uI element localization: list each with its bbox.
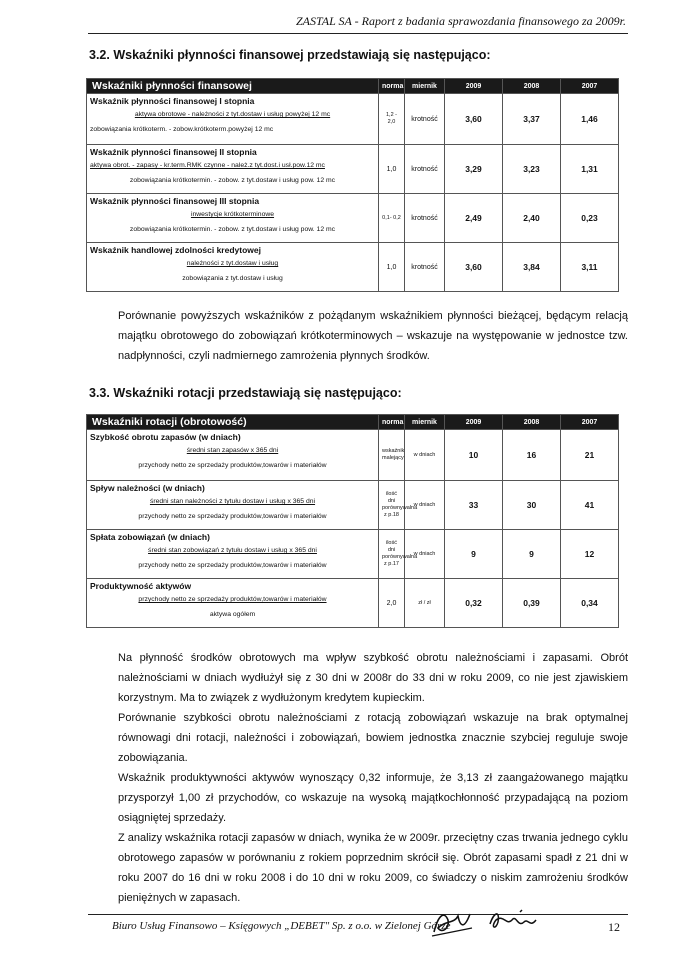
col-header-2008: 2008 xyxy=(503,79,561,94)
table-row xyxy=(87,579,619,628)
value-2008: 16 xyxy=(503,430,561,481)
indicator-title: Szybkość obrotu zapasów (w dniach) xyxy=(90,432,241,442)
indicator-title: Wskaźnik płynności finansowej I stopnia xyxy=(90,96,255,106)
rotation-table xyxy=(86,414,619,628)
paragraph: Porównanie powyższych wskaźników z pożądanym wskaźnikiem płynności bieżącej, będącym relacją majątku obrotowego do zobowiązań krótkoterminowych – wskazuje na występowanie w jednostce tzw. nadpłynności, czyli nadmiernego zamrożenia płynnych środków. xyxy=(118,310,628,362)
indicator-cell xyxy=(87,243,379,292)
indicator-numerator: średni stan należności z tytułu dostaw i usług x 365 dni xyxy=(149,498,316,505)
indicator-numerator: średni stan zobowiązań z tytułu dostaw i usług x 365 dni xyxy=(148,547,317,554)
indicator-cell xyxy=(87,94,379,145)
indicator-title: Wskaźnik płynności finansowej II stopnia xyxy=(90,147,257,157)
indicator-cell xyxy=(87,145,379,194)
indicator-numerator: przychody netto ze sprzedaży produktów,towarów i materiałów xyxy=(138,596,327,603)
value-2007: 41 xyxy=(561,481,619,530)
value-2007: 3,11 xyxy=(561,243,619,292)
indicator-cell xyxy=(87,481,379,530)
indicator-denominator: przychody netto ze sprzedaży produktów,towarów i materiałów xyxy=(138,513,327,520)
indicator-title: Spłata zobowiązań (w dniach) xyxy=(90,532,210,542)
page-number: 12 xyxy=(608,920,620,934)
col-header-2009: 2009 xyxy=(445,79,503,94)
value-2008: 30 xyxy=(503,481,561,530)
signature-1 xyxy=(428,906,478,940)
col-header-2008: 2008 xyxy=(503,415,561,430)
indicator-title: Spływ należności (w dniach) xyxy=(90,483,205,493)
liquidity-conclusion xyxy=(118,306,628,366)
indicator-title: Wskaźnik handlowej zdolności kredytowej xyxy=(90,245,261,255)
value-2007: 21 xyxy=(561,430,619,481)
section-title-liquidity: 3.2. Wskaźniki płynności finansowej przedstawiają się następująco: xyxy=(89,48,491,62)
indicator-denominator: zobowiązania krótkotermin. - zobow. z tyt.dostaw i usług pow. 12 mc xyxy=(129,226,336,233)
page-header xyxy=(0,14,684,36)
indicator-denominator: przychody netto ze sprzedaży produktów,towarów i materiałów xyxy=(138,462,327,469)
rotation-analysis xyxy=(118,648,628,908)
value-2008: 0,39 xyxy=(503,579,561,628)
liquidity-table xyxy=(86,78,619,292)
miernik-value: krotność xyxy=(405,194,445,243)
value-2009: 2,49 xyxy=(445,194,503,243)
indicator-denominator: zobowiązania krótkotermin. - zobow. z tyt.dostaw i usług pow. 12 mc xyxy=(129,177,336,184)
value-2008: 3,37 xyxy=(503,94,561,145)
norma-value: ilość dni porównywalna z p.17 xyxy=(379,530,405,579)
indicator-numerator: inwestycje krótkoterminowe xyxy=(190,211,275,218)
value-2009: 33 xyxy=(445,481,503,530)
miernik-value: w dniach xyxy=(405,530,445,579)
norma-value: 1,0 xyxy=(379,145,405,194)
miernik-value: zł / zł xyxy=(405,579,445,628)
value-2007: 1,46 xyxy=(561,94,619,145)
col-header-norma: norma xyxy=(379,415,405,430)
col-header-miernik: miernik xyxy=(405,415,445,430)
table-header-row xyxy=(87,415,619,430)
indicator-cell xyxy=(87,530,379,579)
table-row xyxy=(87,94,619,145)
value-2009: 3,29 xyxy=(445,145,503,194)
value-2009: 3,60 xyxy=(445,94,503,145)
col-header-norma: norma xyxy=(379,79,405,94)
norma-value: wskaźnik malejący xyxy=(379,430,405,481)
value-2009: 9 xyxy=(445,530,503,579)
value-2009: 10 xyxy=(445,430,503,481)
footer-rule xyxy=(88,914,628,915)
paragraph: Z analizy wskaźnika rotacji zapasów w dniach, wynika że w 2009r. przeciętny czas trwania jednego cyklu obrotowego zapasów w porównaniu z rokiem poprzednim skrócił się. Obrót zapasami spadł z 21 dni w roku 2007 do 16 dni w roku 2008 i do 10 dni w roku 2009, co świadczy o niskim zamrożeniu środków pieniężnych w zapasach. xyxy=(118,832,628,904)
table-header-row xyxy=(87,79,619,94)
header-text: ZASTAL SA - Raport z badania sprawozdania finansowego za 2009r. xyxy=(295,14,626,28)
section-title-rotation: 3.3. Wskaźniki rotacji przedstawiają się następująco: xyxy=(89,386,402,400)
col-header-2009: 2009 xyxy=(445,415,503,430)
norma-value: 0,1- 0,2 xyxy=(379,194,405,243)
indicator-cell xyxy=(87,579,379,628)
indicator-denominator: przychody netto ze sprzedaży produktów,towarów i materiałów xyxy=(138,562,327,569)
value-2008: 3,23 xyxy=(503,145,561,194)
value-2007: 0,23 xyxy=(561,194,619,243)
paragraph: Na płynność środków obrotowych ma wpływ szybkość obrotu należnościami i zapasami. Obrót należnościami w dniach wydłużył się z 30 dni w 2008r do 33 dni w roku 2009, co nie jest zjawiskiem korzystnym. Ma to związek z wydłużonym kredytem kupieckim. xyxy=(118,652,628,704)
value-2008: 2,40 xyxy=(503,194,561,243)
table-row xyxy=(87,243,619,292)
col-header-2007: 2007 xyxy=(561,415,619,430)
indicator-numerator: średni stan zapasów x 365 dni xyxy=(186,447,279,454)
norma-value: 1,2 - 2,0 xyxy=(379,94,405,145)
indicator-cell xyxy=(87,430,379,481)
indicator-title: Produktywność aktywów xyxy=(90,581,192,591)
norma-value: 2,0 xyxy=(379,579,405,628)
paragraph: Porównanie szybkości obrotu należnościami z rotacją zobowiązań wskazuje na brak optymalnej równowagi dni rotacji, należności i zobowiązań, bowiem jednostka znacznie szybciej reguluje swoje zobowiązania. xyxy=(118,712,628,764)
table-row xyxy=(87,194,619,243)
indicator-title: Wskaźnik płynności finansowej III stopnia xyxy=(90,196,260,206)
footer-text: Biuro Usług Finansowo – Księgowych „DEBET" Sp. z o.o. w Zielonej Górze xyxy=(112,920,451,932)
signature-2 xyxy=(486,906,546,936)
miernik-value: krotność xyxy=(405,243,445,292)
value-2009: 0,32 xyxy=(445,579,503,628)
miernik-value: w dniach xyxy=(405,481,445,530)
indicator-numerator: aktywa obrotowe - należności z tyt.dostaw i usług powyżej 12 mc xyxy=(134,111,331,118)
table-row xyxy=(87,145,619,194)
col-header-miernik: miernik xyxy=(405,79,445,94)
indicator-numerator: aktywa obrot. - zapasy - kr.term.RMK czynne - należ.z tyt.dost.i usł.pow.12 mc xyxy=(90,162,325,169)
value-2007: 12 xyxy=(561,530,619,579)
value-2008: 9 xyxy=(503,530,561,579)
col-header-2007: 2007 xyxy=(561,79,619,94)
page-footer xyxy=(0,910,684,950)
norma-value: ilość dni porównywalna z p.18 xyxy=(379,481,405,530)
indicator-denominator: aktywa ogółem xyxy=(209,611,256,618)
table-row xyxy=(87,530,619,579)
indicator-cell xyxy=(87,194,379,243)
value-2009: 3,60 xyxy=(445,243,503,292)
indicator-denominator: zobowiązania krótkoterm. - zobow.krótkoterm.powyżej 12 mc xyxy=(90,126,274,133)
norma-value: 1,0 xyxy=(379,243,405,292)
table-row xyxy=(87,430,619,481)
miernik-value: w dniach xyxy=(405,430,445,481)
table-caption: Wskaźniki rotacji (obrotowość) xyxy=(87,415,379,430)
indicator-denominator: zobowiązania z tyt.dostaw i usług xyxy=(182,275,283,282)
miernik-value: krotność xyxy=(405,145,445,194)
indicator-numerator: należności z tyt.dostaw i usług xyxy=(186,260,279,267)
table-row xyxy=(87,481,619,530)
table-caption: Wskaźniki płynności finansowej xyxy=(87,79,379,94)
value-2008: 3,84 xyxy=(503,243,561,292)
miernik-value: krotność xyxy=(405,94,445,145)
header-rule xyxy=(88,33,628,34)
value-2007: 1,31 xyxy=(561,145,619,194)
paragraph: Wskaźnik produktywności aktywów wynoszący 0,32 informuje, że 3,13 zł zaangażowanego majątku przysporzył 1,00 zł przychodów, co wskazuje na wysoką majątkochłonność przypadającą na poziom osiągniętej sprzedaży. xyxy=(118,772,628,824)
value-2007: 0,34 xyxy=(561,579,619,628)
